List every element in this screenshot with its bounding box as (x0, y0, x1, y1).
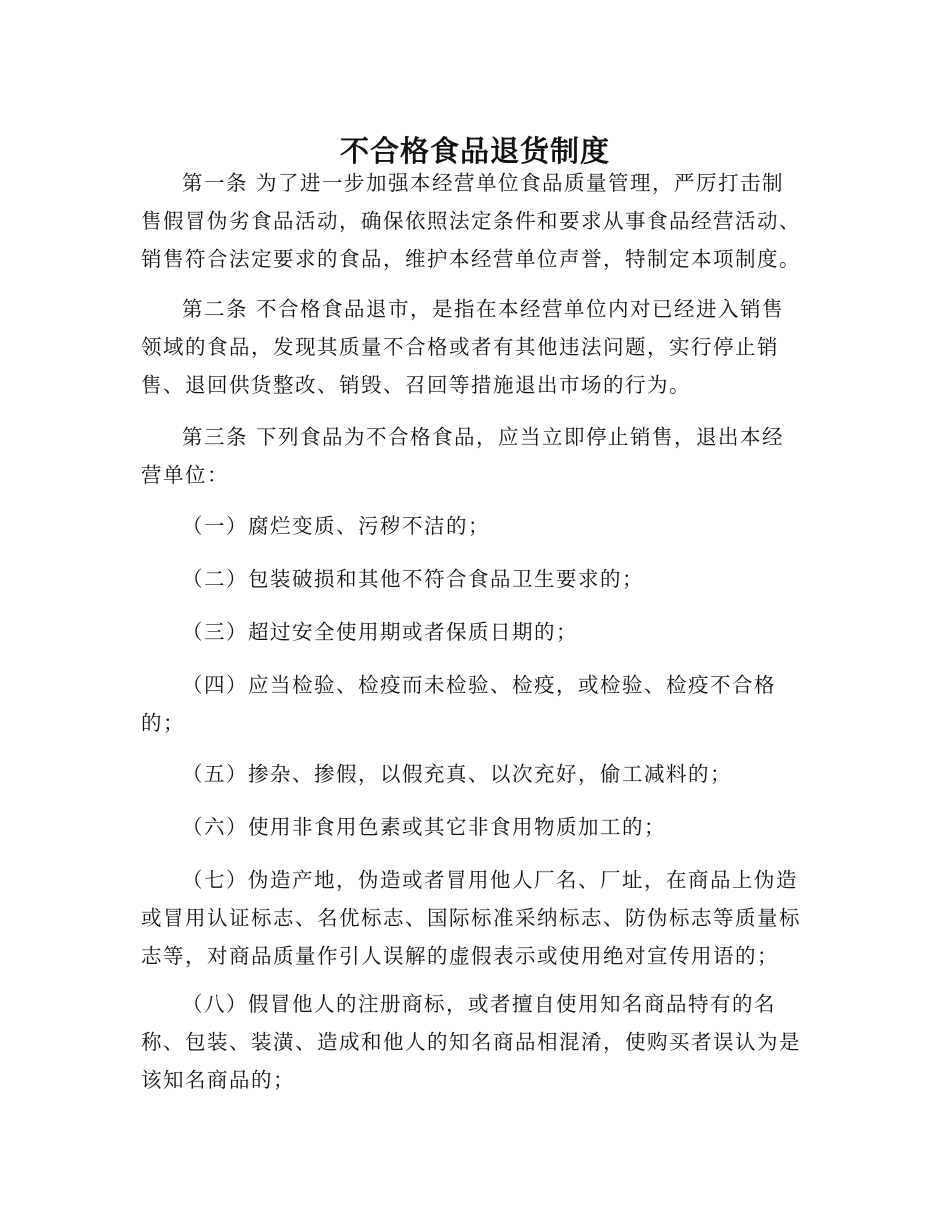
list-item-1: （一）腐烂变质、污秽不洁的； (182, 514, 490, 538)
list-item-6: （六）使用非食用色素或其它非食用物质加工的； (182, 815, 666, 839)
list-item-2: （二）包装破损和其他不符合食品卫生要求的； (182, 567, 644, 591)
page-title: 不合格食品退货制度 (339, 134, 610, 169)
list-item-5: （五）掺杂、掺假，以假充真、以次充好，偷工减料的； (182, 762, 732, 786)
article-2: 第二条 不合格食品退市，是指在本经营单位内对已经进入销售领域的食品，发现其质量不合格或者有其他违法问题，实行停止销售、退回供货整改、销毁、召回等措施退出市场的行为。 (141, 297, 785, 397)
article-3: 第三条 下列食品为不合格食品，应当立即停止销售，退出本经营单位： (141, 425, 785, 487)
article-1: 第一条 为了进一步加强本经营单位食品质量管理，严厉打击制售假冒伪劣食品活动，确保依照法定条件和要求从事食品经营活动、销售符合法定要求的食品，维护本经营单位声誉，特制定本项制度。 (141, 171, 801, 271)
list-item-7: （七）伪造产地，伪造或者冒用他人厂名、厂址，在商品上伪造或冒用认证标志、名优标志、国际标准采纳标志、防伪标志等质量标志等，对商品质量作引人误解的虚假表示或使用绝对宣传用语的； (141, 868, 801, 968)
list-item-3: （三）超过安全使用期或者保质日期的； (182, 620, 578, 644)
list-item-4: （四）应当检验、检疫而未检验、检疫，或检验、检疫不合格的； (141, 673, 776, 735)
list-item-8: （八）假冒他人的注册商标，或者擅自使用知名商品特有的名称、包装、装潢、造成和他人的知名商品相混淆，使购买者误认为是该知名商品的； (141, 992, 801, 1092)
